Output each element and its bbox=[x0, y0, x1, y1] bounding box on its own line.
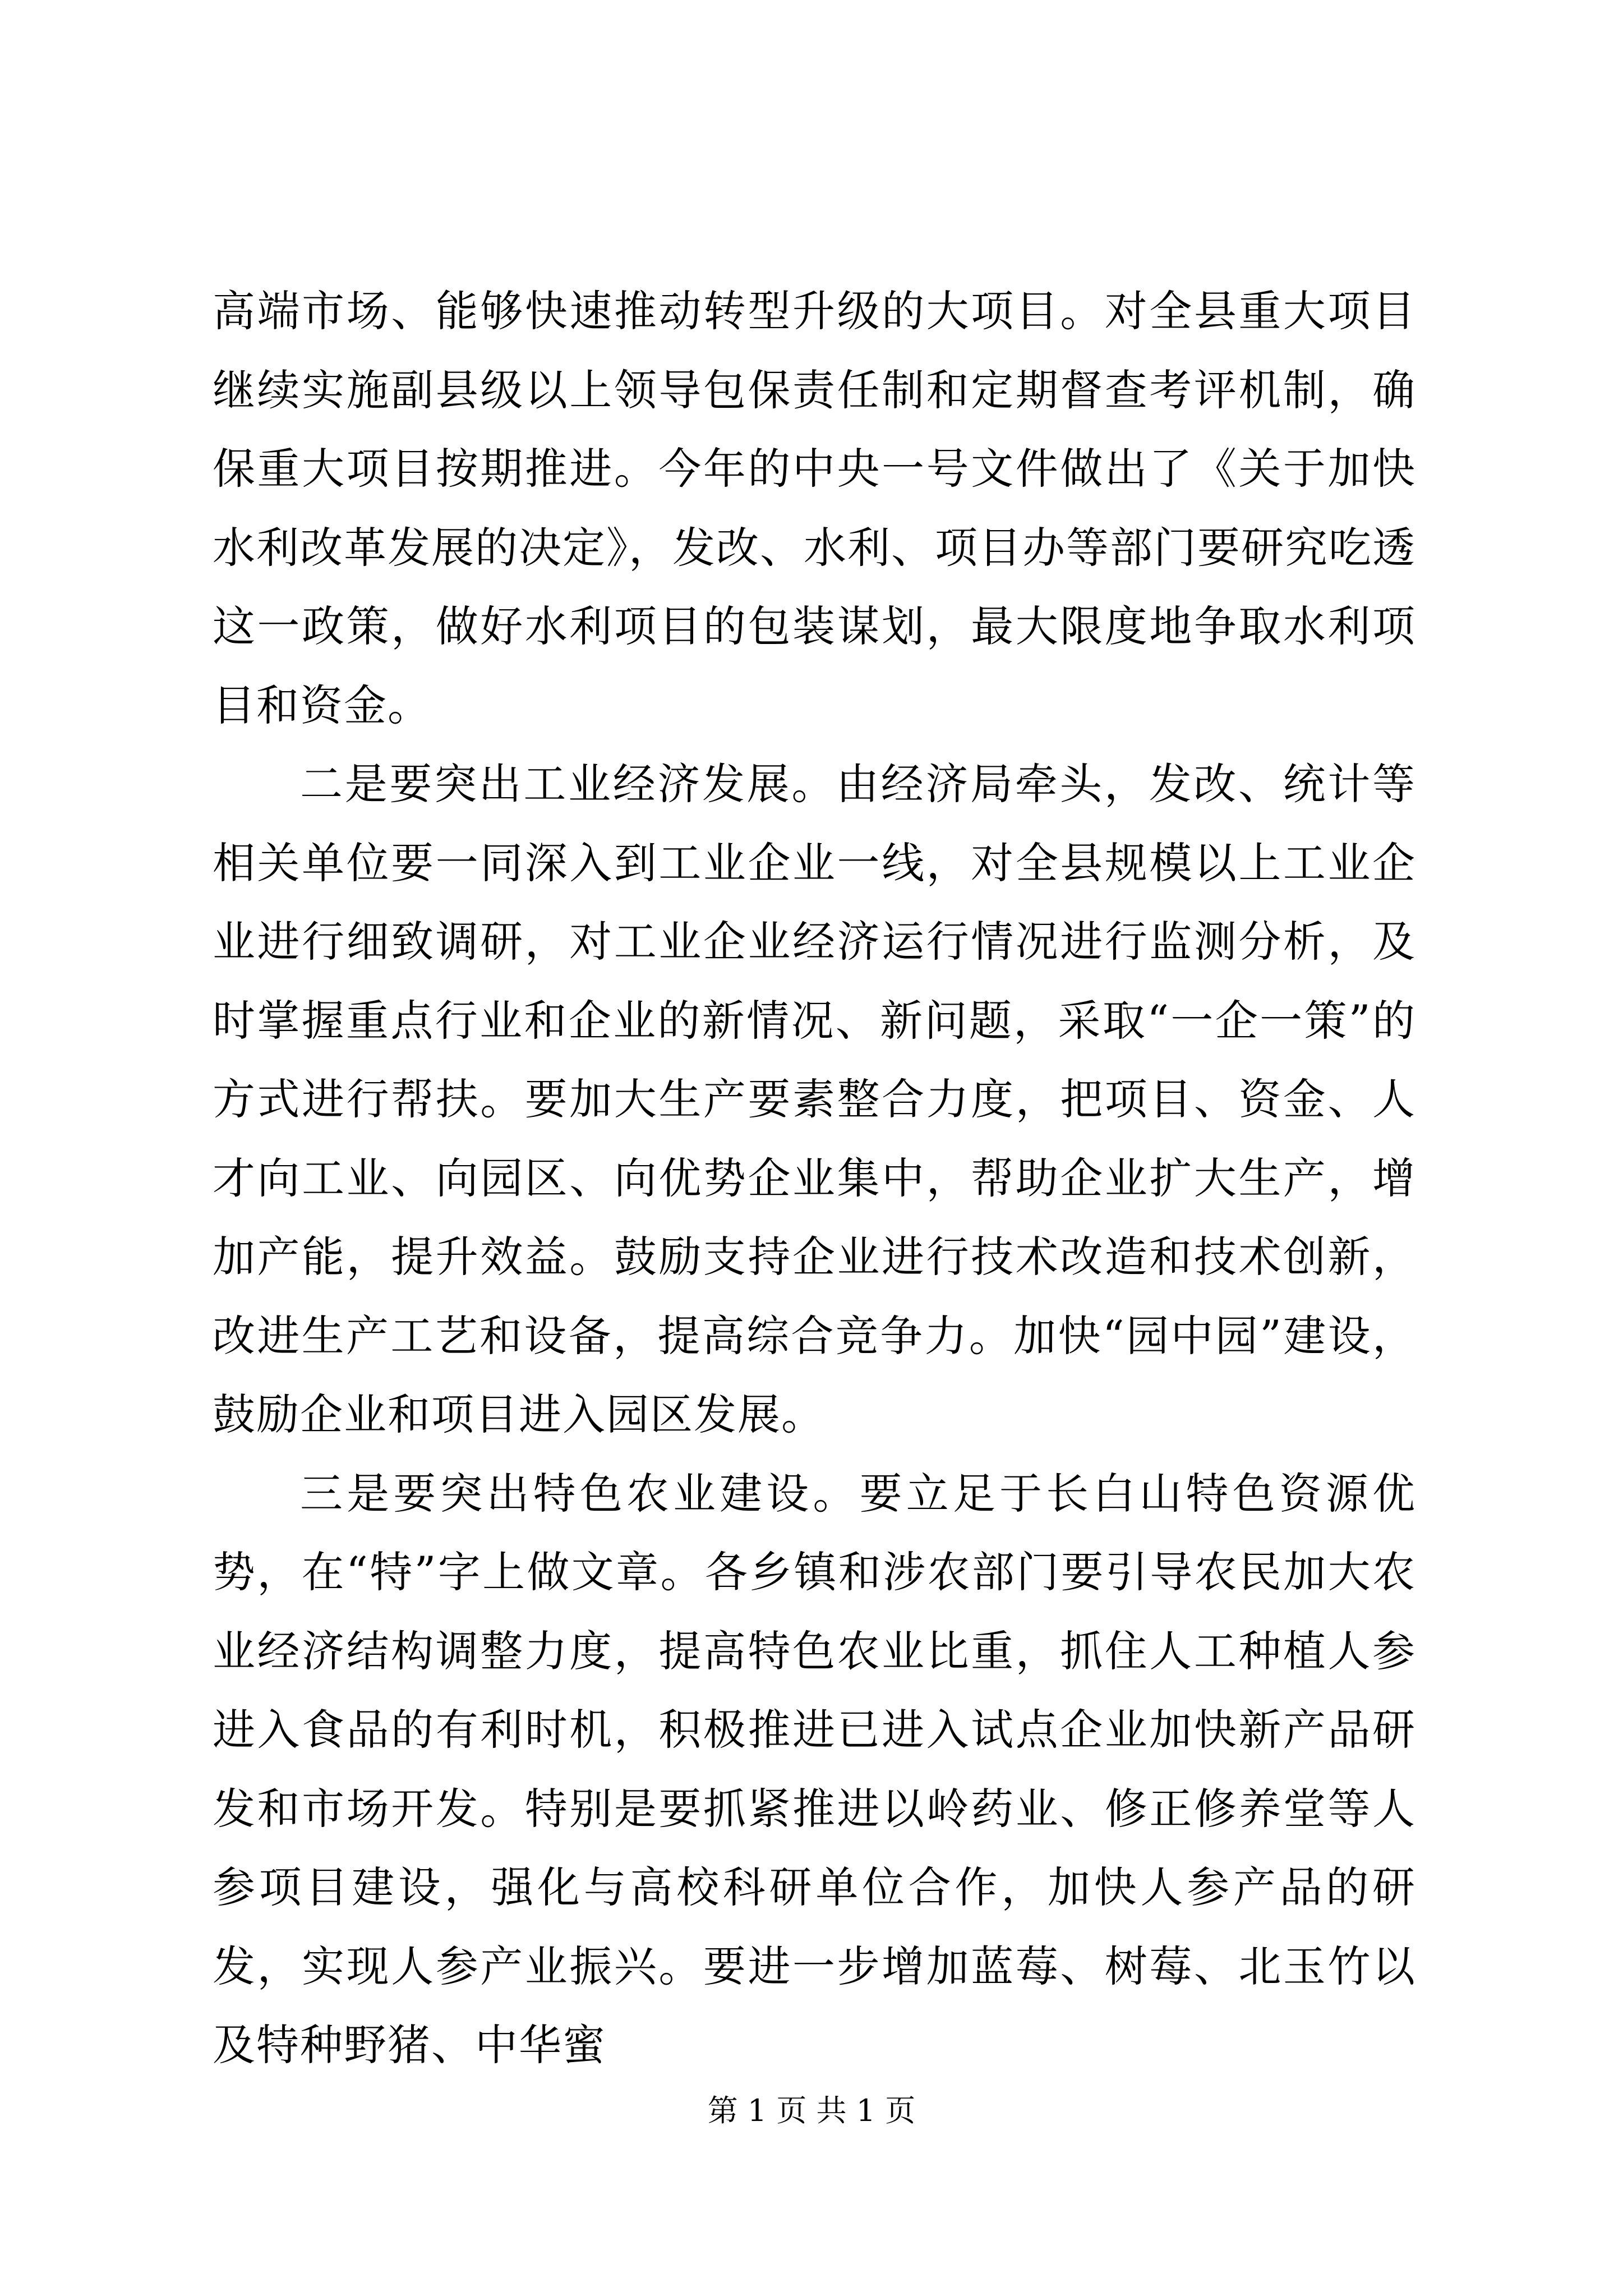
paragraph-project-continuation: 高端市场、能够快速推动转型升级的大项目。对全县重大项目继续实施副县级以上领导包保责任制和定期督查考评机制，确保重大项目按期推进。今年的中央一号文件做出了《关于加快水利改革发展的决定》，发改、水利、项目办等部门要研究吃透这一政策，做好水利项目的包装谋划，最大限度地争取水利项目和资金。 bbox=[213, 286, 1416, 730]
page-number-footer: 第 1 页 共 1 页 bbox=[707, 2093, 916, 2128]
paragraph-industrial-economy: 二是要突出工业经济发展。由经济局牵头，发改、统计等相关单位要一同深入到工业企业一线，对全县规模以上工业企业进行细致调研，对工业企业经济运行情况进行监测分析，及时掌握重点行业和企业的新情况、新问题，采取“一企一策”的方式进行帮扶。要加大生产要素整合力度，把项目、资金、人才向工业、向园区、向优势企业集中，帮助企业扩大生产，增加产能，提升效益。鼓励支持企业进行技术改造和技术创新，改进生产工艺和设备，提高综合竞争力。加快“园中园”建设，鼓励企业和项目进入园区发展。 bbox=[213, 759, 1416, 1439]
document-body bbox=[213, 272, 1416, 2085]
paragraph-specialty-agriculture: 三是要突出特色农业建设。要立足于长白山特色资源优势，在“特”字上做文章。各乡镇和涉农部门要引导农民加大农业经济结构调整力度，提高特色农业比重，抓住人工种植人参进入食品的有利时机，积极推进已进入试点企业加快新产品研发和市场开发。特别是要抓紧推进以岭药业、修正修养堂等人参项目建设，强化与高校科研单位合作，加快人参产品的研发，实现人参产业振兴。要进一步增加蓝莓、树莓、北玉竹以及特种野猪、中华蜜 bbox=[213, 1468, 1416, 2070]
